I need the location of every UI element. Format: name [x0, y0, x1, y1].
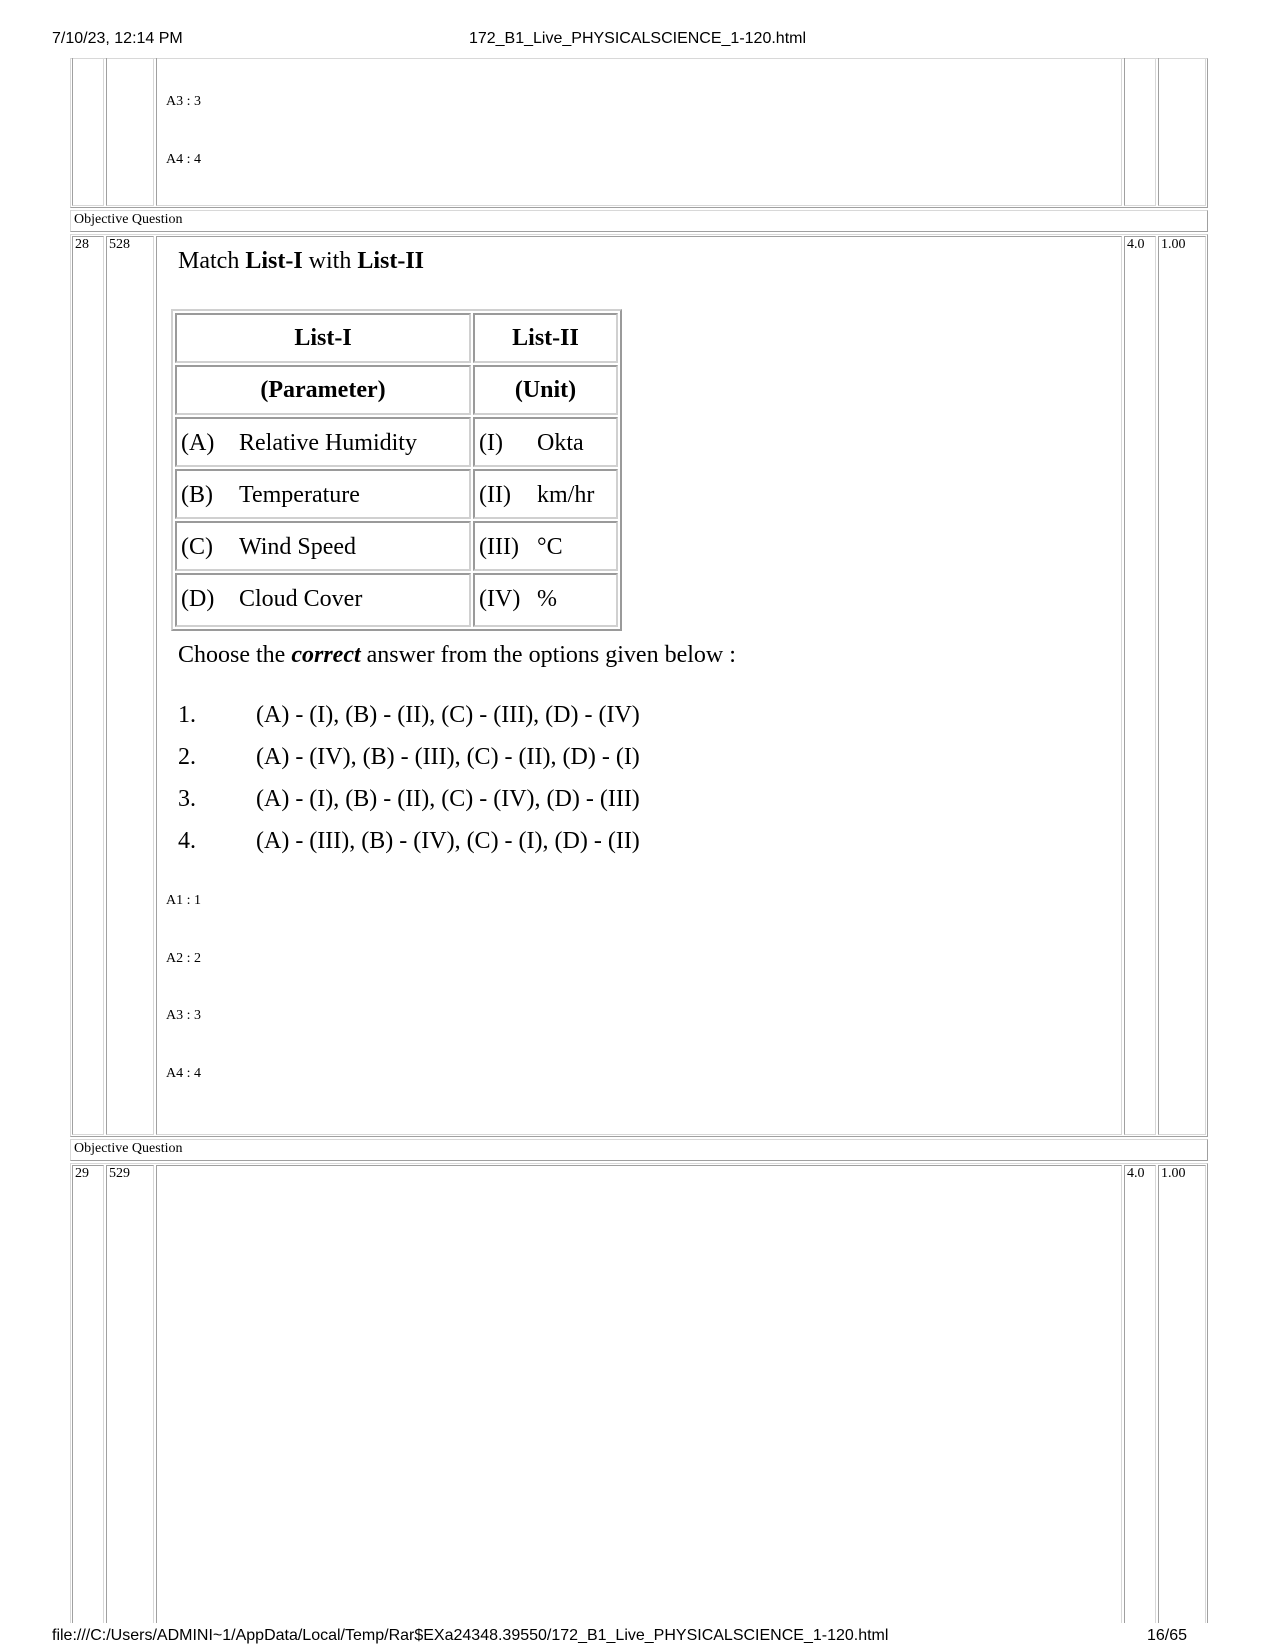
prev-option-4: A4 : 4 — [166, 152, 201, 167]
q28-option-4: A4 : 4 — [166, 1066, 201, 1081]
match-sub-parameter: (Parameter) — [175, 365, 471, 415]
q28-title-mid: with — [302, 248, 358, 274]
q28-id: 528 — [109, 237, 130, 252]
q28-option-1: A1 : 1 — [166, 893, 201, 908]
q29-section-table — [70, 1139, 1208, 1161]
q28-marks-cell — [1124, 236, 1156, 1135]
q28-instruction-prefix: Choose the — [178, 642, 292, 668]
q28-title — [178, 248, 424, 275]
q28-option-3: A3 : 3 — [166, 1008, 201, 1023]
answer-3-text: (A) - (I), (B) - (II), (C) - (IV), (D) - (III) — [256, 786, 640, 812]
q28-instruction-bold: correct — [291, 642, 361, 668]
q29-marks: 4.0 — [1127, 1166, 1145, 1181]
prev-id-cell — [106, 58, 154, 206]
answer-2-text: (A) - (IV), (B) - (III), (C) - (II), (D) - (I) — [256, 744, 640, 770]
print-page-number: 16/65 — [1146, 1627, 1187, 1644]
match-row-a-left: (A) Relative Humidity — [175, 417, 471, 467]
q28-section-table — [70, 210, 1208, 232]
match-row-a-right: (I) Okta — [473, 417, 618, 467]
q28-title-list2: List-II — [357, 248, 425, 274]
q29-id-cell — [106, 1165, 154, 1623]
answer-4-number: 4. — [178, 828, 196, 854]
q28-marks: 4.0 — [1127, 237, 1145, 252]
q29-body-cell — [156, 1165, 1122, 1623]
q28-option-2: A2 : 2 — [166, 951, 201, 966]
q28-serial: 28 — [75, 237, 89, 252]
print-page-title: 172_B1_Live_PHYSICALSCIENCE_1-120.html — [468, 30, 807, 47]
match-row-b-left: (B) Temperature — [175, 469, 471, 519]
q28-title-prefix: Match — [178, 248, 246, 274]
match-row-c-left: (C) Wind Speed — [175, 521, 471, 571]
q28-instruction — [178, 642, 736, 669]
answer-1-text: (A) - (I), (B) - (II), (C) - (III), (D) - (IV) — [256, 702, 640, 728]
q29-id: 529 — [109, 1166, 130, 1181]
match-row-c-right: (III) °C — [473, 521, 618, 571]
prev-option-3: A3 : 3 — [166, 94, 201, 109]
print-datetime: 7/10/23, 12:14 PM — [52, 30, 183, 47]
answer-4-text: (A) - (III), (B) - (IV), (C) - (I), (D) - (II) — [256, 828, 640, 854]
prev-negative-cell — [1158, 58, 1206, 206]
match-row-b-right: (II) km/hr — [473, 469, 618, 519]
q28-negative: 1.00 — [1161, 237, 1186, 252]
q29-negative-cell — [1158, 1165, 1206, 1623]
q29-serial-cell — [72, 1165, 104, 1623]
match-sub-unit: (Unit) — [473, 365, 618, 415]
match-head-list2: List-II — [473, 313, 618, 363]
q28-serial-cell — [72, 236, 104, 1135]
match-row-d-left: (D) Cloud Cover — [175, 573, 471, 627]
q29-negative: 1.00 — [1161, 1166, 1186, 1181]
prev-body-cell — [156, 58, 1122, 206]
answer-3-number: 3. — [178, 786, 196, 812]
q29-marks-cell — [1124, 1165, 1156, 1623]
answer-1-number: 1. — [178, 702, 196, 728]
match-row-d-right: (IV) % — [473, 573, 618, 627]
answer-2-number: 2. — [178, 744, 196, 770]
match-head-list1: List-I — [175, 313, 471, 363]
q28-negative-cell — [1158, 236, 1206, 1135]
print-file-url: file:///C:/Users/ADMINI~1/AppData/Local/Temp/Rar$EXa24348.39550/172_B1_Live_PHYSICALSCIENCE_1-120.html — [52, 1627, 889, 1644]
match-table — [171, 309, 622, 631]
q28-instruction-suffix: answer from the options given below : — [360, 642, 736, 668]
prev-serial-cell — [72, 58, 104, 206]
q28-section-label: Objective Question — [74, 212, 183, 227]
q29-section-label: Objective Question — [74, 1141, 183, 1156]
q29-serial: 29 — [75, 1166, 89, 1181]
q28-title-list1: List-I — [245, 248, 303, 274]
prev-marks-cell — [1124, 58, 1156, 206]
q28-id-cell — [106, 236, 154, 1135]
